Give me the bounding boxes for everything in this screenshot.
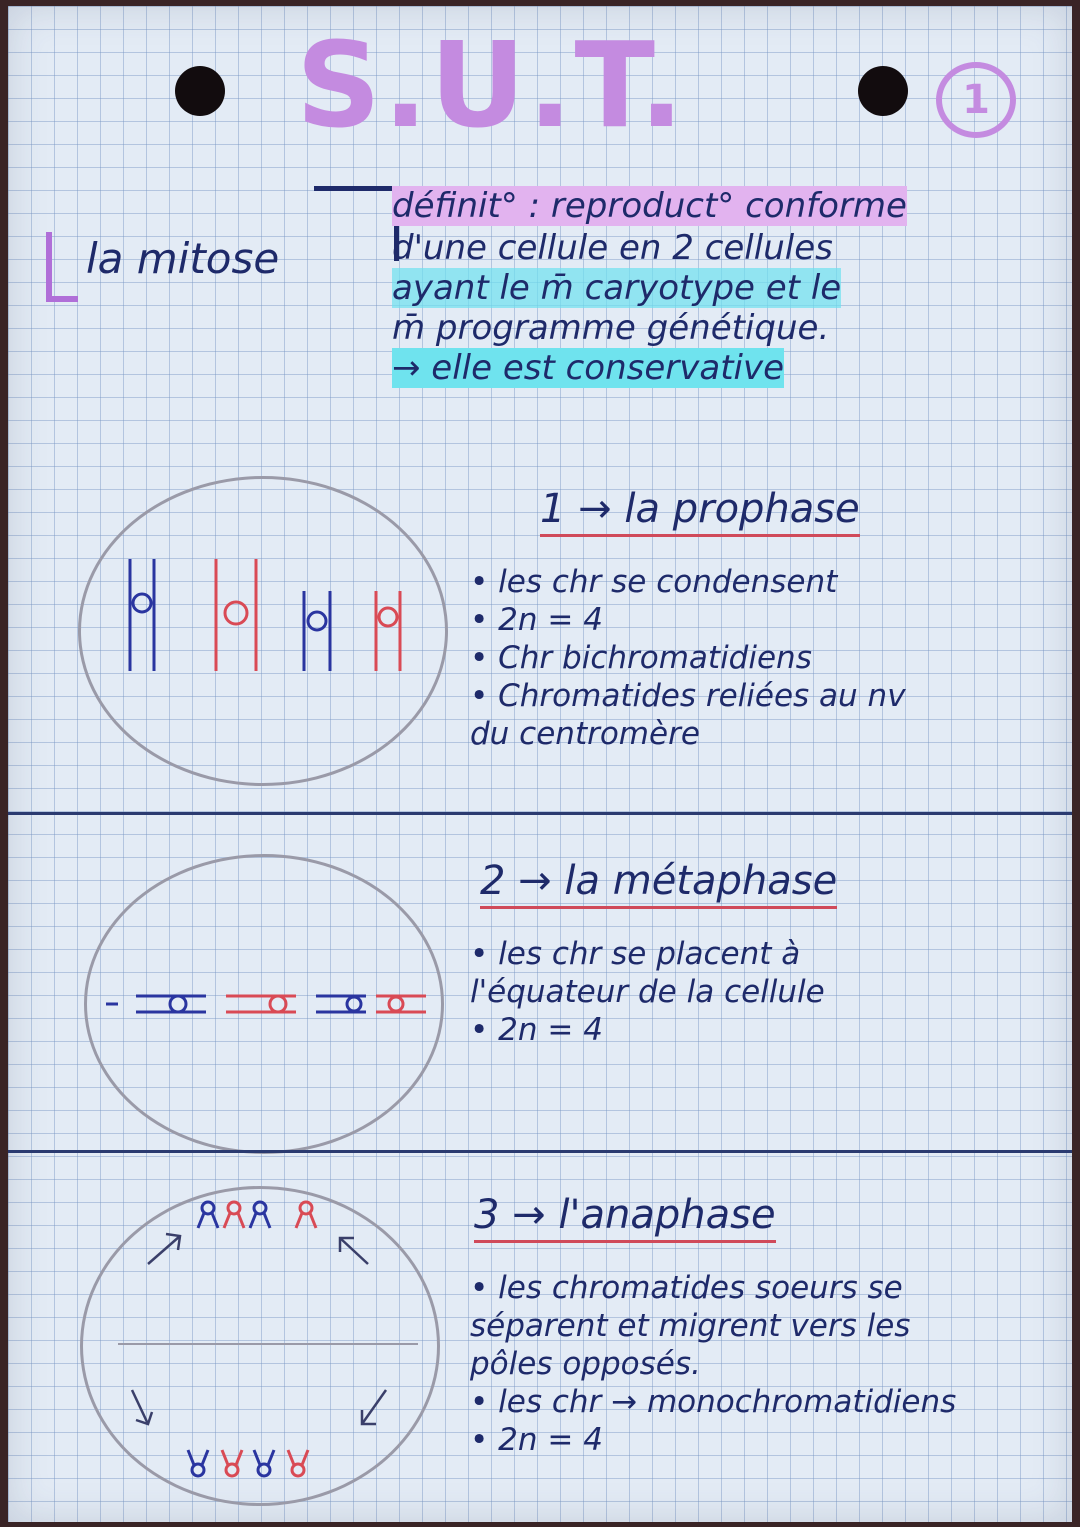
metaphase-bullet-2: l'équateur de la cellule — [470, 974, 825, 1010]
definition-line-5: → elle est conservative — [392, 348, 785, 388]
chromosome-blue-1 — [136, 996, 206, 1012]
metaphase-title: 2 → la métaphase — [480, 858, 837, 909]
page-title: S.U.T. — [296, 16, 686, 154]
metaphase-chromosomes-drawing — [106, 984, 446, 1024]
prophase-chromosomes-drawing — [118, 551, 448, 691]
metaphase-bullet-3: • 2n = 4 — [470, 1012, 603, 1048]
metaphase-bullet-1: • les chr se placent à — [470, 936, 801, 972]
top-chromatids — [198, 1202, 316, 1228]
chromosome-red-2 — [376, 996, 426, 1012]
binder-hole-left — [175, 66, 225, 116]
prophase-title: 1 → la prophase — [540, 486, 860, 537]
subject-heading: la mitose — [86, 234, 280, 283]
definition-line-2: d'une cellule en 2 cellules — [392, 228, 833, 268]
chromosome-blue-1 — [130, 559, 154, 671]
section-divider-2 — [8, 1150, 1072, 1153]
notebook-page — [8, 6, 1072, 1522]
chromosome-red-1 — [216, 559, 256, 671]
section-divider-1 — [8, 812, 1072, 815]
definition-line-4: m̄ programme génétique. — [392, 308, 830, 348]
anaphase-bullet-4: • les chr → monochromatidiens — [470, 1384, 957, 1420]
anaphase-title: 3 → l'anaphase — [474, 1192, 776, 1243]
prophase-bullet-1: • les chr se condensent — [470, 564, 838, 600]
chromosome-red-1 — [226, 996, 296, 1012]
prophase-bullet-3: • Chr bichromatidiens — [470, 640, 812, 676]
subject-bracket-right — [314, 186, 399, 261]
prophase-bullet-4: • Chromatides reliées au nv — [470, 678, 906, 714]
definition-line-3: ayant le m̄ caryotype et le — [392, 268, 842, 308]
prophase-bullet-5: du centromère — [470, 716, 700, 752]
chromosome-blue-2 — [316, 996, 366, 1012]
chromosome-blue-2 — [304, 591, 330, 671]
subject-bracket-left — [46, 232, 78, 302]
chromosome-red-2 — [376, 591, 400, 671]
binder-hole-right — [858, 66, 908, 116]
anaphase-chromosomes-drawing — [118, 1194, 418, 1494]
anaphase-bullet-5: • 2n = 4 — [470, 1422, 603, 1458]
prophase-bullet-2: • 2n = 4 — [470, 602, 603, 638]
page-number: 1 — [936, 62, 1016, 138]
anaphase-bullet-2: séparent et migrent vers les — [470, 1308, 911, 1344]
definition-line-1: définit° : reproduct° conforme — [392, 186, 907, 226]
anaphase-bullet-1: • les chromatides soeurs se — [470, 1270, 903, 1306]
anaphase-bullet-3: pôles opposés. — [470, 1346, 701, 1382]
migration-arrows — [132, 1234, 386, 1424]
bottom-chromatids — [188, 1450, 308, 1476]
